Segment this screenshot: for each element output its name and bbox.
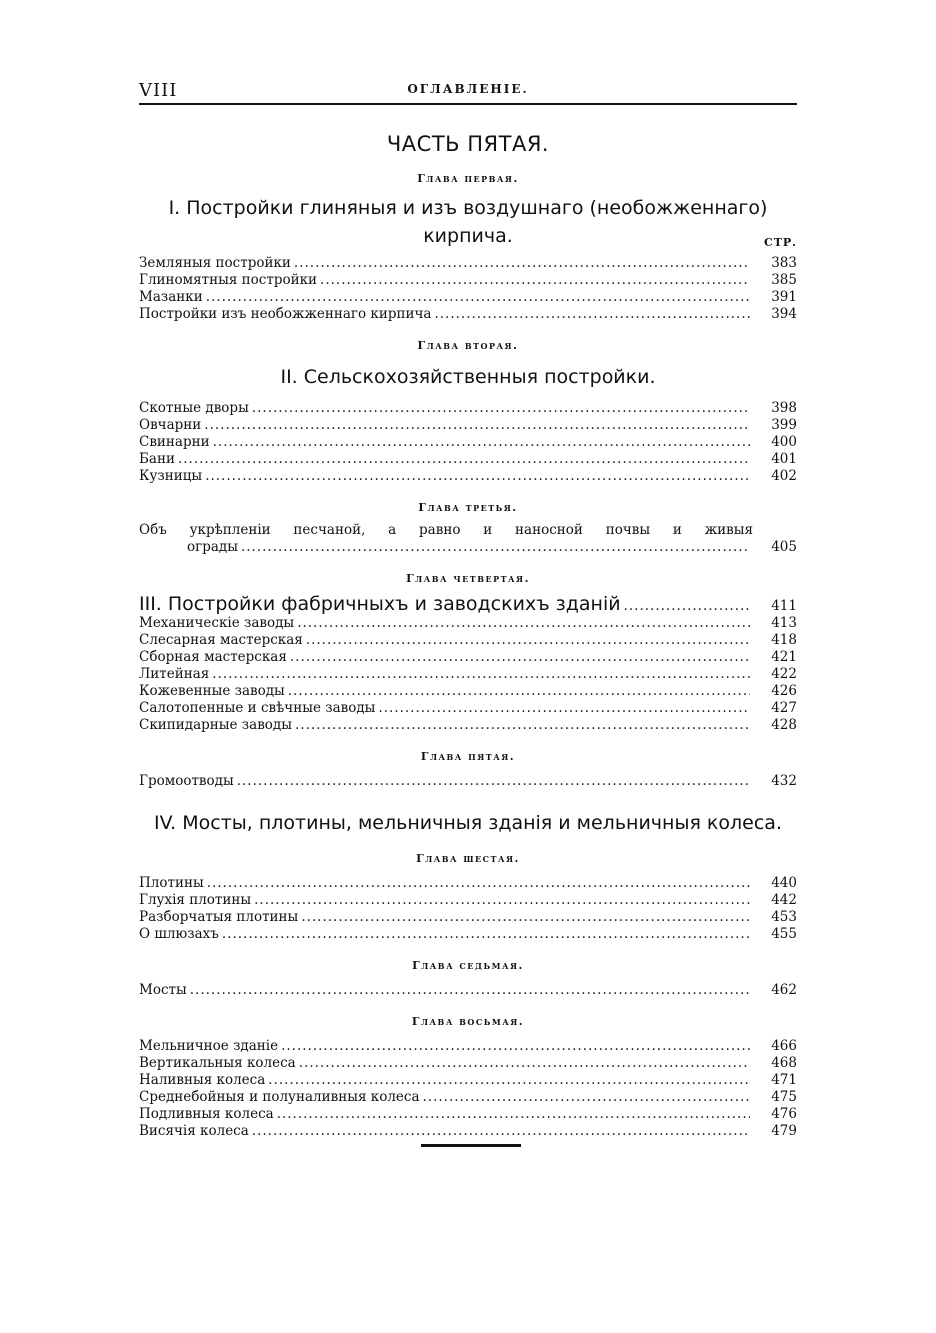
part-title: ЧАСТЬ ПЯТАЯ. bbox=[386, 132, 550, 156]
entry-label: Вертикальныя колеса bbox=[139, 1055, 296, 1071]
toc-entry bbox=[139, 468, 797, 485]
section-entry bbox=[139, 593, 797, 615]
chapter-heading: Глава пятая. bbox=[420, 750, 516, 763]
chapter-heading: Глава шестая. bbox=[416, 852, 520, 865]
entry-label: ограды bbox=[187, 539, 238, 555]
dot-leader bbox=[320, 272, 750, 289]
dot-leader bbox=[306, 632, 750, 649]
toc-entry bbox=[139, 1038, 797, 1055]
entry-page: 426 bbox=[771, 683, 797, 699]
dot-leader bbox=[624, 595, 750, 617]
toc-entry bbox=[139, 982, 797, 999]
entry-page: 418 bbox=[771, 632, 797, 648]
entry-label: Мельничное зданiе bbox=[139, 1038, 279, 1054]
toc-entry bbox=[139, 306, 797, 323]
dot-leader bbox=[268, 1072, 750, 1089]
entry-list bbox=[139, 615, 797, 734]
toc-entry bbox=[139, 632, 797, 649]
entry-label: Скотные дворы bbox=[139, 400, 249, 416]
end-rule bbox=[421, 1144, 521, 1147]
entry-page: 455 bbox=[771, 926, 797, 942]
toc-entry bbox=[139, 417, 797, 434]
entry-page: 394 bbox=[771, 306, 797, 322]
entry-page: 453 bbox=[771, 909, 797, 925]
entry-page: 400 bbox=[771, 434, 797, 450]
dot-leader bbox=[281, 1038, 750, 1055]
chapter-heading: Глава первая. bbox=[417, 172, 519, 185]
chapter-heading: Глава третья. bbox=[418, 501, 518, 514]
section-title: IV. Мосты, плотины, мельничныя зданiя и мельничныя колеса. bbox=[154, 812, 782, 834]
entry-label: Земляныя постройки bbox=[139, 255, 291, 271]
entry-label: Свинарни bbox=[139, 434, 210, 450]
dot-leader bbox=[190, 982, 750, 999]
toc-entry bbox=[139, 1123, 797, 1140]
entry-page: 422 bbox=[771, 666, 797, 682]
entry-label: Скипидарные заводы bbox=[139, 717, 292, 733]
toc-entry bbox=[139, 1055, 797, 1072]
entry-label: Механическiе заводы bbox=[139, 615, 295, 631]
entry-label: Сборная мастерская bbox=[139, 649, 287, 665]
entry-page: 442 bbox=[771, 892, 797, 908]
dot-leader bbox=[434, 306, 750, 323]
section-title: II. Сельскохозяйственныя постройки. bbox=[280, 366, 656, 388]
toc-entry bbox=[139, 926, 797, 943]
toc-entry bbox=[139, 649, 797, 666]
entry-page: 385 bbox=[771, 272, 797, 288]
entry-label: Кузницы bbox=[139, 468, 203, 484]
entry-list bbox=[139, 593, 797, 615]
entry-label: Мосты bbox=[139, 982, 187, 998]
paragraph-line: Объ укрѣпленiи песчаной, а равно и наносной почвы и живыя bbox=[139, 522, 753, 538]
entry-label: О шлюзахъ bbox=[139, 926, 219, 942]
dot-leader bbox=[277, 1106, 750, 1123]
running-title: ОГЛАВЛЕНIЕ. bbox=[407, 82, 529, 96]
running-head bbox=[139, 70, 797, 102]
entry-label: Наливныя колеса bbox=[139, 1072, 266, 1088]
entry-list bbox=[139, 1038, 797, 1140]
chapter-heading: Глава четвертая. bbox=[406, 572, 530, 585]
entry-page: 421 bbox=[771, 649, 797, 665]
toc-entry bbox=[139, 1089, 797, 1106]
toc-entry bbox=[139, 773, 797, 790]
dot-leader bbox=[252, 1123, 750, 1140]
chapter-heading: Глава седьмая. bbox=[412, 959, 524, 972]
entry-label: Плотины bbox=[139, 875, 204, 891]
entry-page: 468 bbox=[771, 1055, 797, 1071]
toc-entry bbox=[139, 683, 797, 700]
entry-page: 411 bbox=[771, 598, 797, 614]
toc-entry bbox=[139, 539, 797, 556]
entry-label: Слесарная мастерская bbox=[139, 632, 303, 648]
toc-entry bbox=[139, 892, 797, 909]
entry-page: 405 bbox=[771, 539, 797, 555]
dot-leader bbox=[212, 666, 750, 683]
entry-page: 391 bbox=[771, 289, 797, 305]
entry-page: 399 bbox=[771, 417, 797, 433]
section-title: III. Постройки фабричныхъ и заводскихъ зданiй bbox=[139, 593, 621, 615]
toc-entry bbox=[139, 666, 797, 683]
entry-list bbox=[139, 773, 797, 790]
entry-page: 475 bbox=[771, 1089, 797, 1105]
entry-label: Разборчатыя плотины bbox=[139, 909, 299, 925]
dot-leader bbox=[206, 289, 750, 306]
toc-entry bbox=[139, 434, 797, 451]
entry-label: Постройки изъ необожженнаго кирпича bbox=[139, 306, 432, 322]
page-column-label: СТР. bbox=[763, 236, 797, 249]
toc-entry bbox=[139, 289, 797, 306]
toc-entry bbox=[139, 272, 797, 289]
toc-entry bbox=[139, 451, 797, 468]
dot-leader bbox=[213, 434, 750, 451]
entry-page: 383 bbox=[771, 255, 797, 271]
dot-leader bbox=[299, 1055, 750, 1072]
header-rule bbox=[139, 103, 797, 105]
entry-list bbox=[139, 982, 797, 999]
entry-page: 398 bbox=[771, 400, 797, 416]
dot-leader bbox=[207, 875, 750, 892]
entry-label: Бани bbox=[139, 451, 175, 467]
dot-leader bbox=[237, 773, 750, 790]
toc-entry bbox=[139, 875, 797, 892]
chapter-heading: Глава вторая. bbox=[417, 339, 519, 352]
toc-entry bbox=[139, 717, 797, 734]
dot-leader bbox=[204, 417, 750, 434]
toc-entry bbox=[139, 1072, 797, 1089]
entry-page: 471 bbox=[771, 1072, 797, 1088]
entry-label: Литейная bbox=[139, 666, 210, 682]
entry-label: Глухiя плотины bbox=[139, 892, 252, 908]
entry-list bbox=[139, 875, 797, 943]
dot-leader bbox=[301, 909, 750, 926]
entry-label: Подливныя колеса bbox=[139, 1106, 274, 1122]
dot-leader bbox=[205, 468, 750, 485]
entry-page: 466 bbox=[771, 1038, 797, 1054]
dot-leader bbox=[178, 451, 750, 468]
chapter-heading: Глава восьмая. bbox=[411, 1015, 525, 1028]
dot-leader bbox=[295, 717, 750, 734]
dot-leader bbox=[297, 615, 750, 632]
entry-label: Глиномятныя постройки bbox=[139, 272, 318, 288]
entry-label: Мазанки bbox=[139, 289, 203, 305]
toc-entry bbox=[139, 400, 797, 417]
dot-leader bbox=[254, 892, 750, 909]
entry-page: 402 bbox=[771, 468, 797, 484]
entry-page: 479 bbox=[771, 1123, 797, 1139]
entry-label: Громоотводы bbox=[139, 773, 234, 789]
toc-entry bbox=[139, 700, 797, 717]
entry-list bbox=[139, 255, 797, 323]
entry-page: 428 bbox=[771, 717, 797, 733]
toc-entry bbox=[139, 1106, 797, 1123]
entry-page: 413 bbox=[771, 615, 797, 631]
toc-page bbox=[139, 70, 797, 1140]
section-title: I. Постройки глиняныя и изъ воздушнаго (необожженнаго) bbox=[168, 197, 768, 219]
dot-leader bbox=[378, 700, 750, 717]
dot-leader bbox=[252, 400, 750, 417]
dot-leader bbox=[241, 539, 750, 556]
paragraph-entry bbox=[139, 522, 797, 556]
entry-label: Среднебойныя и полуналивныя колеса bbox=[139, 1089, 420, 1105]
section-title-line2: кирпича. bbox=[423, 225, 513, 247]
entry-page: 432 bbox=[771, 773, 797, 789]
entry-page: 427 bbox=[771, 700, 797, 716]
entry-label: Висячiя колеса bbox=[139, 1123, 249, 1139]
dot-leader bbox=[288, 683, 750, 700]
dot-leader bbox=[294, 255, 750, 272]
dot-leader bbox=[290, 649, 750, 666]
dot-leader bbox=[423, 1089, 750, 1106]
entry-label: Овчарни bbox=[139, 417, 202, 433]
dot-leader bbox=[222, 926, 750, 943]
entry-page: 476 bbox=[771, 1106, 797, 1122]
toc-entry bbox=[139, 615, 797, 632]
entry-label: Салотопенные и свѣчные заводы bbox=[139, 700, 376, 716]
entry-label: Кожевенные заводы bbox=[139, 683, 285, 699]
entry-page: 401 bbox=[771, 451, 797, 467]
section-title-cont bbox=[139, 223, 797, 249]
entry-page: 440 bbox=[771, 875, 797, 891]
toc-entry bbox=[139, 909, 797, 926]
page-folio: VIII bbox=[139, 80, 178, 101]
toc-entry bbox=[139, 255, 797, 272]
entry-list bbox=[139, 400, 797, 485]
entry-page: 462 bbox=[771, 982, 797, 998]
